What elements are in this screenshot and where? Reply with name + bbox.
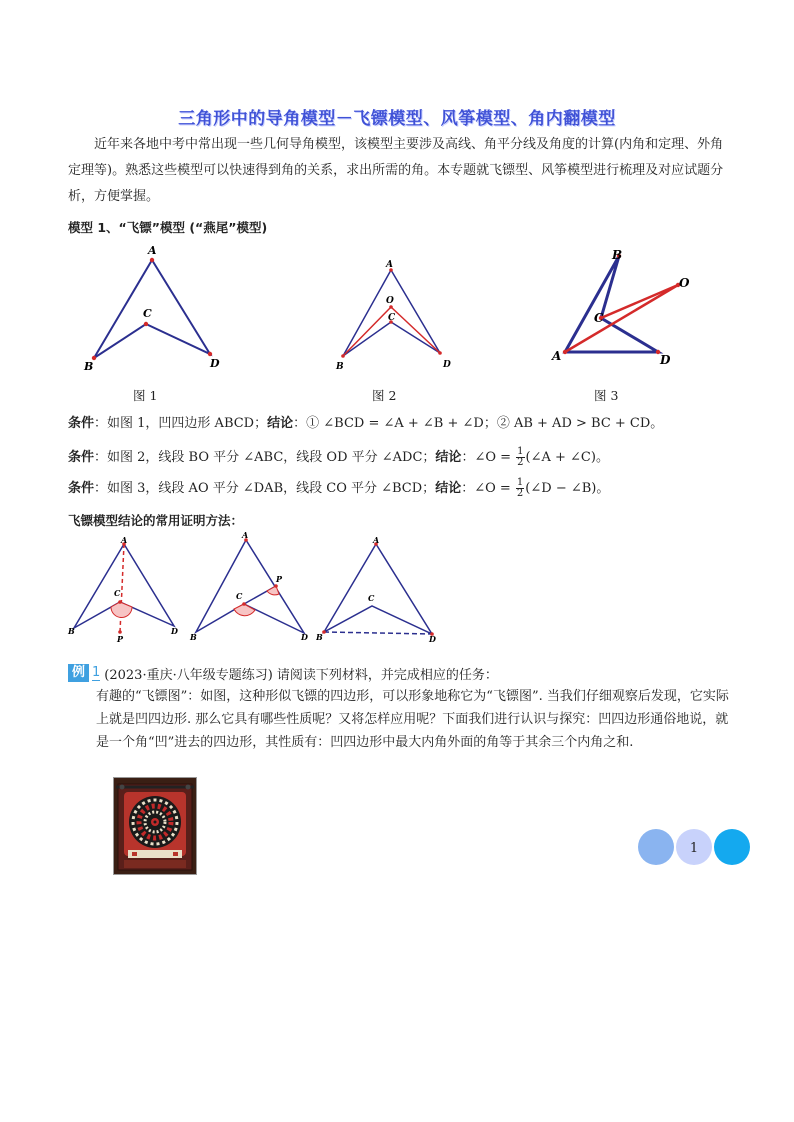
proof-c-label-B: B <box>316 632 323 642</box>
fig2-label-O: O <box>386 296 394 306</box>
condition-3: 条件：如图 3，线段 AO 平分 ∠DAB，线段 CO 平分 ∠BCD；结论：∠O = $\frac{1}{2}$ (∠D − ∠B)。 <box>68 477 610 499</box>
fig2-label-C: C <box>388 313 396 323</box>
fig2-label-B: B <box>336 362 344 372</box>
model1-heading: 模型 1、“飞镖”模型 (“燕尾”模型) <box>68 220 268 235</box>
proof-c-label-D: D <box>429 634 436 644</box>
proof-figure-c <box>316 532 440 644</box>
example-badge: 例 <box>68 664 89 682</box>
example-body: 有趣的“飞镖图”：如图，这种形似飞镖的四边形，可以形象地称它为“飞镖图”. 当我们仔细观察后发现，它实际上就是凹四边形. 那么它具有哪些性质呢？又将怎样应用呢？下面我们进行认识与探究：凹四边形通俗地说，就是一个角“凹”进去的四边形，其性质有：凹四边形中最大内角外面的角等于其余三个内角之和. <box>96 689 729 750</box>
figure-3-caption: 图 3 <box>594 388 619 403</box>
proof-b-label-P: P <box>276 574 283 584</box>
figure-1 <box>80 240 230 375</box>
figure-3 <box>545 242 705 370</box>
proof-a-label-A: A <box>121 535 128 545</box>
figure-2 <box>330 255 460 375</box>
example-1-header <box>68 664 498 682</box>
fig1-label-B: B <box>84 360 94 373</box>
page-title: 三角形中的导角模型－飞镖模型、风筝模型、角内翻模型 <box>178 109 616 129</box>
proof-c-label-C: C <box>368 593 375 603</box>
page-number: 1 <box>689 841 699 856</box>
figure-2-caption: 图 2 <box>372 388 397 403</box>
fig3-label-D: D <box>660 353 671 367</box>
fig3-label-O: O <box>679 276 690 290</box>
fig3-label-B: B <box>612 248 623 262</box>
fig1-label-C: C <box>143 307 152 320</box>
proof-b-label-B: B <box>190 632 197 642</box>
proof-b-label-A: A <box>242 530 249 540</box>
proof-a-label-P: P <box>117 634 124 644</box>
condition-2: 条件：如图 2，线段 BO 平分 ∠ABC，线段 OD 平分 ∠ADC；结论：∠O = $\frac{1}{2}$ (∠A + ∠C)。 <box>68 446 609 468</box>
fraction-half: $\frac{1}{2}$ <box>517 446 524 468</box>
proof-a-label-B: B <box>68 626 75 636</box>
fig2-label-D: D <box>443 360 451 370</box>
condition-1: 条件：如图 1，凹四边形 ABCD；结论：① ∠BCD = ∠A + ∠B + ∠D；② AB + AD > BC + CD。 <box>68 416 664 431</box>
dartboard-image <box>113 777 197 875</box>
fraction-half: $\frac{1}{2}$ <box>516 477 524 499</box>
page-number-badge <box>638 829 750 865</box>
intro-paragraph: 近年来各地中考中常出现一些几何导角模型，该模型主要涉及高线、角平分线及角度的计算(内角和定理、外角定理等)。熟悉这些模型可以快速得到角的关系，求出所需的角。本专题就飞镖型、风筝模型进行梳理及对应试题分析，方便掌握。 <box>68 137 724 204</box>
example-source: (2023·重庆·八年级专题练习) 请阅读下列材料，并完成相应的任务： <box>104 667 498 683</box>
example-number: 1 <box>92 665 101 680</box>
fig1-label-D: D <box>210 357 220 370</box>
fig3-label-A: A <box>552 349 562 363</box>
proof-methods-heading: 飞镖模型结论的常用证明方法： <box>68 513 244 528</box>
proof-a-label-C: C <box>114 588 121 598</box>
proof-figure-a <box>64 532 188 644</box>
fig3-label-C: C <box>594 311 604 325</box>
proof-figure-b <box>188 528 312 644</box>
proof-b-label-D: D <box>301 632 308 642</box>
fig2-label-A: A <box>386 260 393 270</box>
proof-c-label-A: A <box>373 535 380 545</box>
fig1-label-A: A <box>148 244 157 257</box>
proof-a-label-D: D <box>171 626 178 636</box>
proof-b-label-C: C <box>236 591 243 601</box>
figure-1-caption: 图 1 <box>133 388 158 403</box>
